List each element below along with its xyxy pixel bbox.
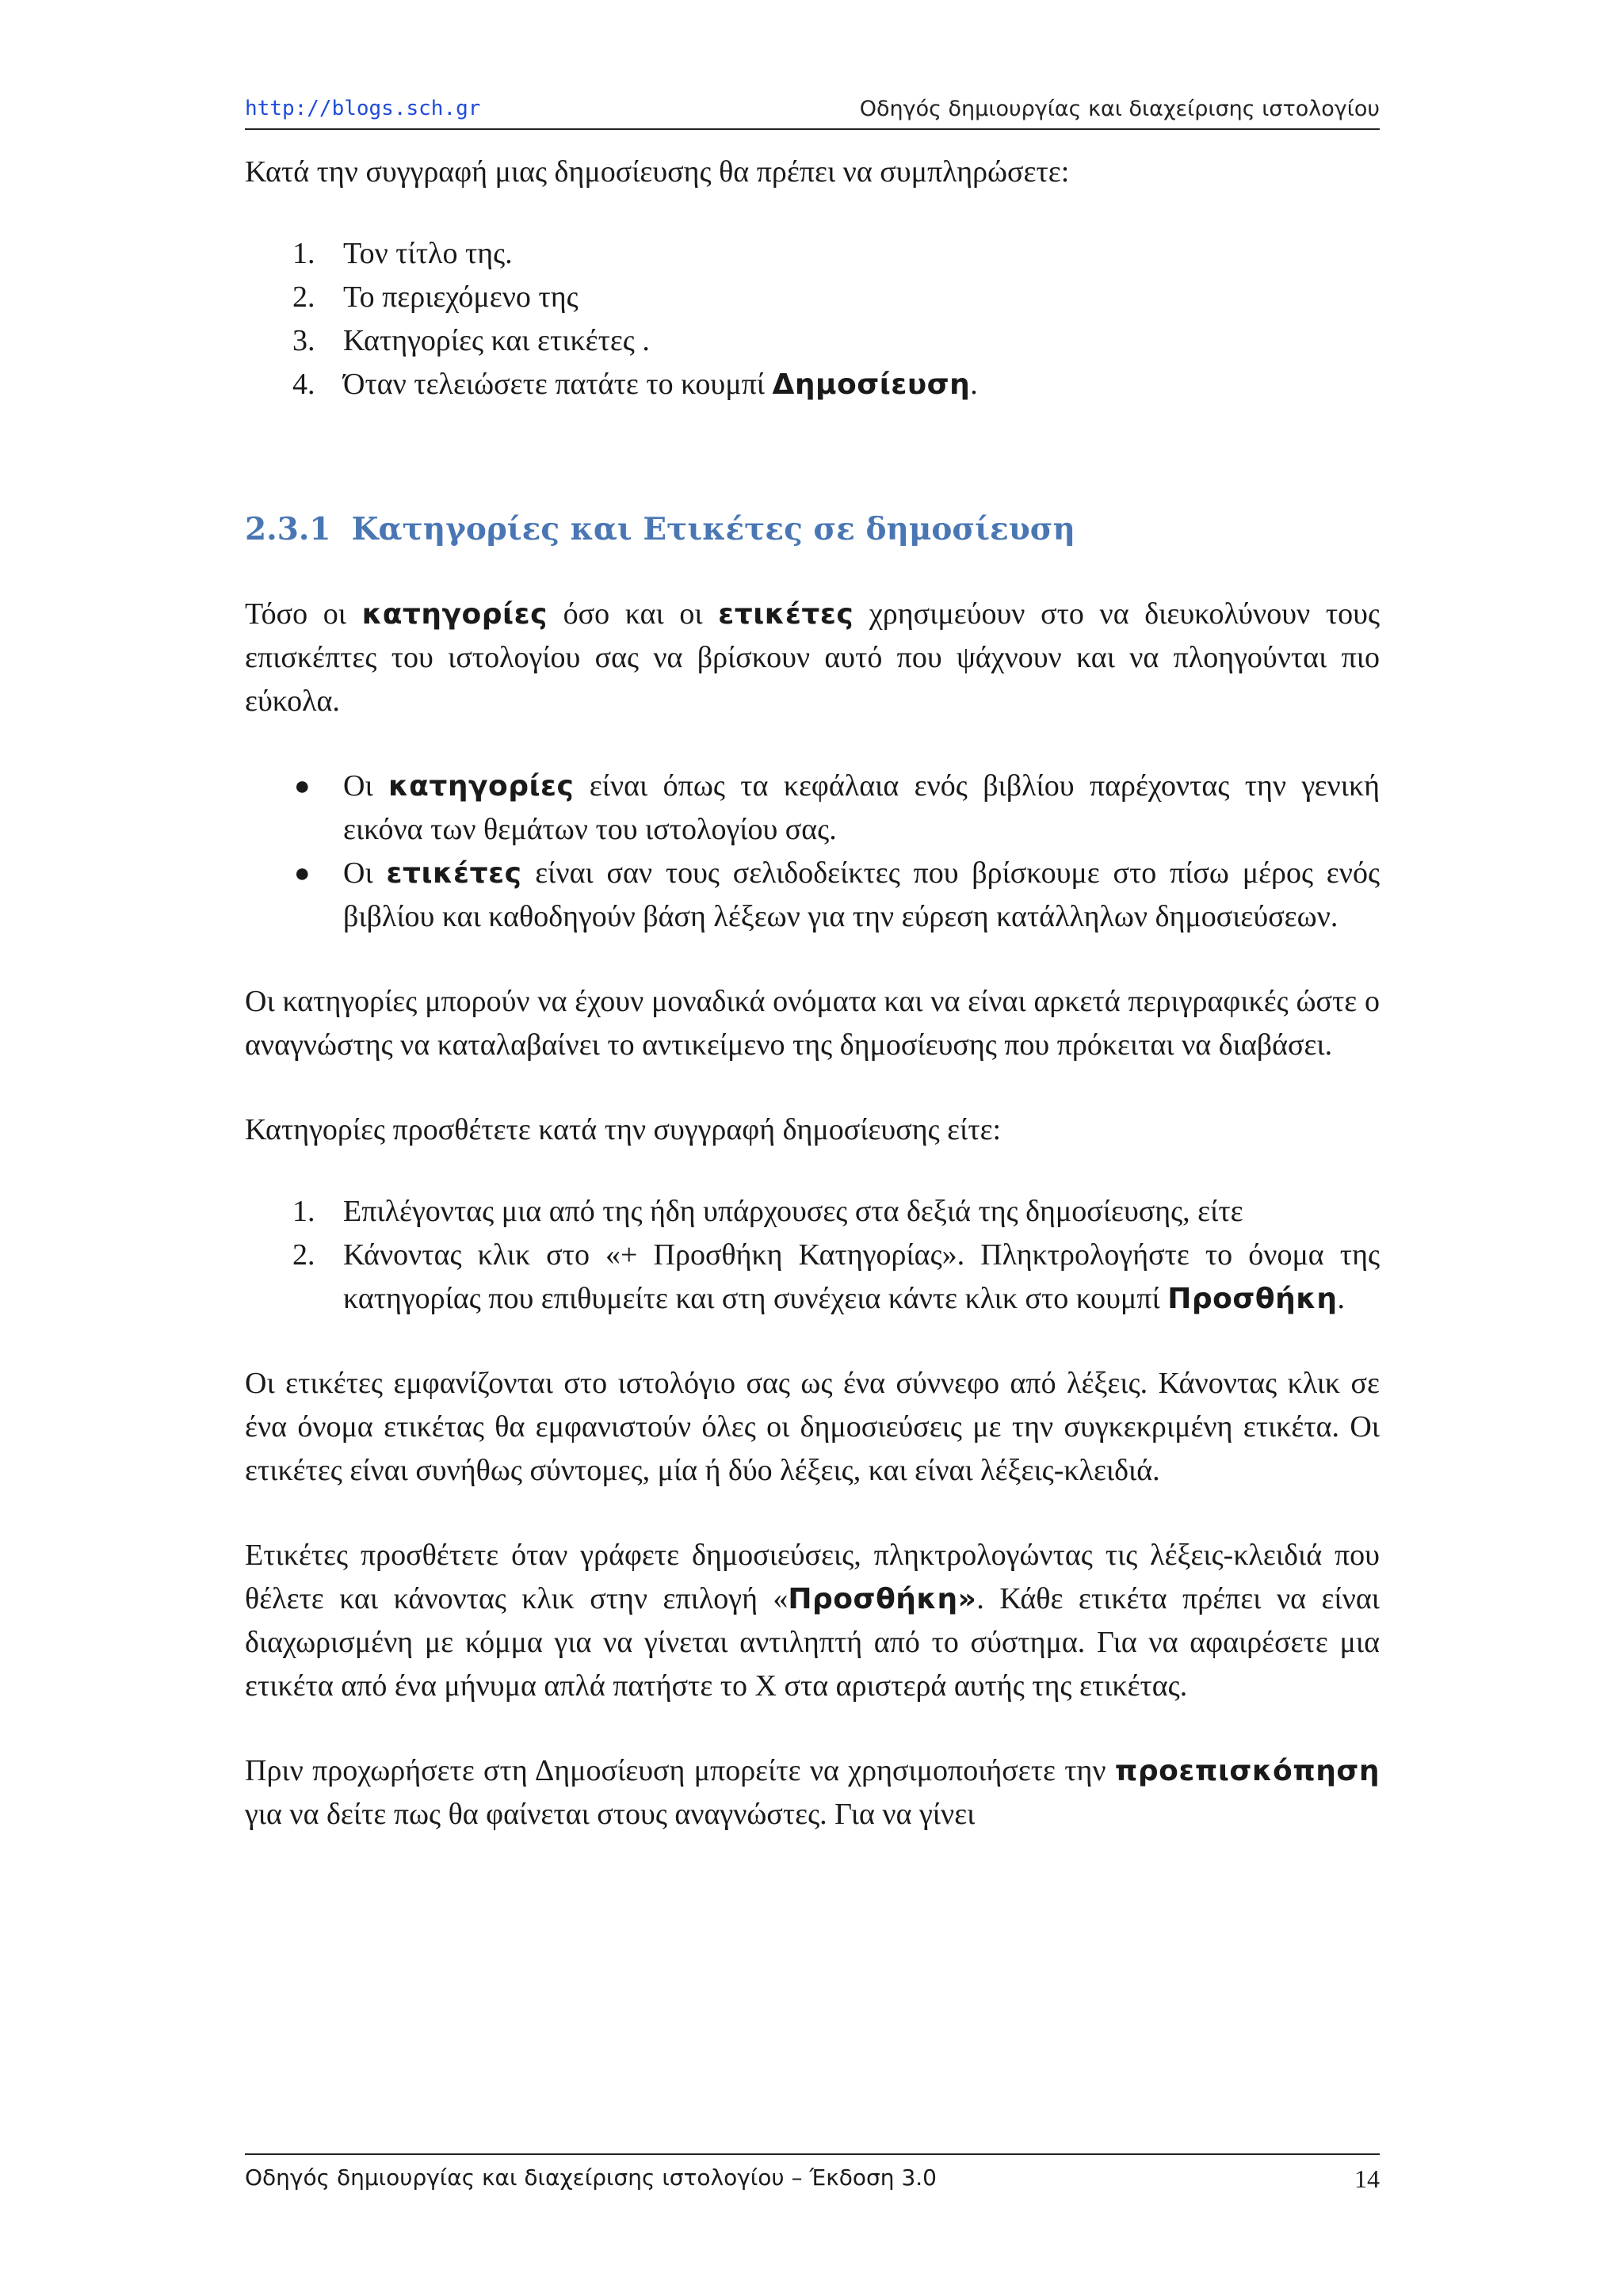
section-number: 2.3.1 <box>245 511 331 547</box>
list-item: 1. Τον τίτλο της. <box>292 237 513 270</box>
list-item: ● Οι ετικέτες είναι σαν τους σελιδοδείκτες που βρίσκουμε στο πίσω μέρος ενός βιβλίου και καθοδηγούν βάση λέξεων για την εύρεση κατάλληλων δημοσιεύσεων. <box>245 852 1380 939</box>
post-steps-list <box>245 232 1380 406</box>
list-item: 2. Κάνοντας κλικ στο «+ Προσθήκη Κατηγορίας». Πληκτρολογήστε το όνομα της κατηγορίας που επιθυμείτε και στη συνέχεια κάντε κλικ στο κουμπί Προσθήκη. <box>292 1238 1380 1315</box>
publish-term: Δημοσίευση <box>772 368 971 401</box>
section-heading <box>245 508 1380 551</box>
bullet-icon: ● <box>294 859 311 888</box>
page-footer <box>245 2153 1380 2195</box>
paragraph-categories-tags: Τόσο οι κατηγορίες όσο και οι ετικέτες χρησιμεύουν στο να διευκολύνουν τους επισκέπτες του ιστολογίου σας να βρίσκουν αυτό που ψάχνουν και να πλοηγούνται πιο εύκολα. <box>245 597 1381 718</box>
add-term: Προσθήκη <box>1167 1283 1338 1315</box>
definitions-list <box>245 765 1380 939</box>
list-item: 3. Κατηγορίες και ετικέτες . <box>292 324 650 357</box>
paragraph-add-tags: Ετικέτες προσθέτετε όταν γράφετε δημοσιεύσεις, πληκτρολογώντας τις λέξεις-κλειδιά που θέλετε και κάνοντας κλικ στην επιλογή «Προσθήκη». Κάθε ετικέτα πρέπει να είναι διαχωρισμένη με κόμμα για να γίνεται αντιληπτή από το σύστημα. Για να αφαιρέσετε μια ετικέτα από ένα μήνυμα απλά πατήστε το Χ στα αριστερά αυτής της ετικέτας. <box>245 1539 1380 1703</box>
intro-paragraph: Κατά την συγγραφή μιας δημοσίευσης θα πρέπει να συμπληρώσετε: <box>245 155 1070 189</box>
section-title: Κατηγορίες και Ετικέτες σε δημοσίευση <box>351 511 1075 547</box>
header-url-link[interactable]: http://blogs.sch.gr <box>245 97 481 120</box>
list-item: ● Οι κατηγορίες είναι όπως τα κεφάλαια ενός βιβλίου παρέχοντας την γενική εικόνα των θεμάτων του ιστολογίου σας. <box>245 765 1380 852</box>
page-header <box>245 93 1380 130</box>
paragraph-preview: Πριν προχωρήσετε στη Δημοσίευση μπορείτε να χρησιμοποιήσετε την προεπισκόπηση για να δείτε πως θα φαίνεται στους αναγνώστες. Για να γίνει <box>245 1754 1380 1831</box>
list-item: 1. Επιλέγοντας μια από της ήδη υπάρχουσες στα δεξιά της δημοσίευσης, είτε <box>292 1195 1243 1228</box>
category-steps-list <box>245 1190 1380 1321</box>
footer-text: Οδηγός δημιουργίας και διαχείρισης ιστολογίου – Έκδοση 3.0 <box>245 2164 937 2191</box>
paragraph-add-categories: Κατηγορίες προσθέτετε κατά την συγγραφή δημοσίευσης είτε: <box>245 1113 1002 1146</box>
paragraph-tag-cloud: Οι ετικέτες εμφανίζονται στο ιστολόγιο σας ως ένα σύννεφο από λέξεις. Κάνοντας κλικ σε ένα όνομα ετικέτας θα εμφανιστούν όλες οι δημοσιεύσεις με την συγκεκριμένη ετικέτα. Οι ετικέτες είναι συνήθως σύντομες, μία ή δύο λέξεις, και είναι λέξεις-κλειδιά. <box>245 1367 1380 1487</box>
page-content <box>245 151 1380 1836</box>
header-title: Οδηγός δημιουργίας και διαχείρισης ιστολογίου <box>859 97 1380 121</box>
list-item: 2. Το περιεχόμενο της <box>292 280 579 314</box>
list-item: 4. Όταν τελειώσετε πατάτε το κουμπί Δημοσίευση. <box>292 368 978 401</box>
page-number: 14 <box>1354 2164 1380 2193</box>
paragraph-category-names: Οι κατηγορίες μπορούν να έχουν μοναδικά ονόματα και να είναι αρκετά περιγραφικές ώστε ο αναγνώστης να καταλαβαίνει το αντικείμενο της δημοσίευσης που πρόκειται να διαβάσει. <box>245 985 1380 1062</box>
bullet-icon: ● <box>294 772 311 801</box>
